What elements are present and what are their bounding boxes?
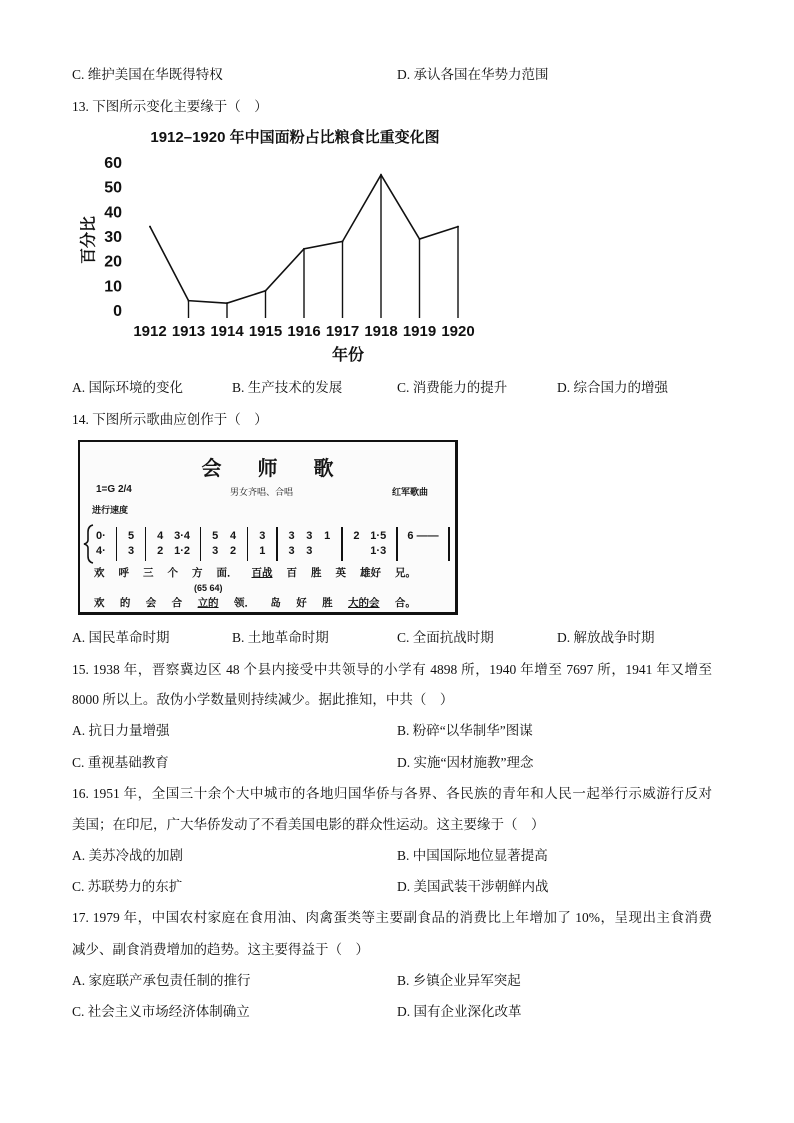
score-notation [96,524,450,564]
q14-option-b: B. 土地革命时期 [232,630,329,645]
note-column [352,529,360,559]
chart-svg [70,122,490,372]
note-top: 5 [212,530,219,542]
note-top: 3·4 [174,530,190,542]
lyric-syllable: 欢 [94,597,105,609]
lyric-syllable: 雄好 [360,567,381,579]
brace-icon [83,524,95,564]
data-point [380,174,382,176]
lyric-syllable: 大的会 [348,597,380,609]
q17-stem-line-2: 减少、副食消费增加的趋势。这主要得益于（ ） [72,942,369,957]
score-title: 会师歌 [201,458,370,480]
flour-ratio-chart [70,122,490,372]
x-tick-label: 1920 [441,323,475,340]
lyric-syllable: 合。 [394,597,416,609]
note-column [229,529,237,559]
lyrics-line-2 [94,596,416,610]
note-bottom [355,544,358,559]
note-column [174,529,190,559]
note-top: 4 [230,530,237,542]
lyric-syllable: 英 [335,567,346,579]
x-tick-label: 1915 [248,323,283,340]
q14-option-d: D. 解放战争时期 [557,630,655,645]
note-top: 1 [324,530,331,542]
y-tick-label: 10 [104,278,122,296]
q12-option-c: C. 维护美国在华既得特权 [72,67,223,82]
q15-stem-line-1: 15. 1938 年，晋察冀边区 48 个县内接受中共领导的小学有 4898 所，1940 年增至 7697 所，1941 年又增至 [72,662,712,677]
lyric-syllable: 领． [233,597,255,609]
data-point [149,226,151,228]
lyric-syllable: 岛 [270,597,281,609]
lyric-syllable: 三 [143,567,154,579]
bar-line [116,527,118,561]
score-ornament: (65 64) [194,583,223,593]
q16-stem-line-2: 美国；在印尼，广大华侨发动了不看美国电影的群众性运动。这主要缘于（ ） [72,817,545,832]
x-tick-label: 1913 [171,323,206,340]
q16-stem-line-1: 16. 1951 年，全国三十余个大中城市的各地归国华侨与各界、各民族的青年和人民一起举行示威游行反对 [72,786,712,801]
x-tick-label: 1917 [325,323,360,340]
note-bottom: 1·3 [370,545,387,557]
song-score-image [78,440,458,615]
y-tick-label: 0 [113,303,122,320]
q14-stem: 14. 下图所示歌曲应创作于（ ） [72,412,268,427]
x-tick-label: 1918 [364,323,398,340]
note-bottom: 3 [288,545,295,557]
y-tick-label: 60 [104,155,122,172]
note-top: 3 [259,530,266,542]
bar-line [276,527,278,561]
chart-title: 1912–1920 年中国面粉占比粮食比重变化图 [150,129,440,146]
note-column [258,529,266,559]
y-axis-label: 百分比 [80,215,98,265]
q17-option-c: C. 社会主义市场经济体制确立 [72,1004,250,1019]
bar-line [448,527,450,561]
bar-line [247,527,249,561]
note-bottom: 1·2 [174,545,190,557]
lyric-syllable: 面． [216,567,238,579]
x-tick-label: 1912 [133,323,167,340]
lyric-syllable: 好 [296,597,307,609]
lyric-syllable: 百战 [251,567,273,579]
score-tempo: 进行速度 [92,505,129,515]
q15-option-b: B. 粉碎“以华制华”图谋 [397,723,533,738]
note-top: 5 [127,530,135,542]
y-tick-label: 40 [104,204,122,222]
score-source: 红军歌曲 [392,487,429,497]
lyric-syllable: 个 [167,567,178,579]
y-tick-label: 20 [104,253,122,271]
note-bottom [326,544,329,559]
score-key-signature: 1=G 2/4 [96,484,132,495]
q16-option-c: C. 苏联势力的东扩 [72,879,183,894]
q13-option-d: D. 综合国力的增强 [557,380,668,395]
q13-stem: 13. 下图所示变化主要缘于（ ） [72,99,268,114]
q16-option-a: A. 美苏冷战的加剧 [72,848,183,863]
data-point [303,248,305,250]
note-top: 4 [157,530,164,542]
q15-option-c: C. 重视基础教育 [72,755,169,770]
bar-line [200,527,202,561]
note-bottom: 3 [306,545,313,557]
note-bottom: 3 [127,545,135,557]
q14-option-a: A. 国民革命时期 [72,630,170,645]
note-bottom [421,544,424,559]
q13-option-b: B. 生产技术的发展 [232,380,343,395]
lyric-syllable: 的 [119,597,131,609]
q16-option-d: D. 美国武装干涉朝鲜内战 [397,879,549,894]
lyrics-line-1 [94,566,416,580]
data-point [342,240,344,242]
note-bottom: 3 [212,545,219,557]
lyric-syllable: 会 [145,597,157,609]
note-bottom: 4· [96,545,106,557]
note-top: 3 [288,530,295,542]
note-bottom: 1 [259,545,266,557]
lyric-syllable: 胜 [322,597,333,609]
note-column [211,529,219,559]
q15-stem-line-2: 8000 所以上。敌伪小学数量则持续减少。据此推知，中共（ ） [72,692,454,707]
q17-stem-line-1: 17. 1979 年，中国农村家庭在食用油、肉禽蛋类等主要副食品的消费比上年增加了 10%，呈现出主食消费 [72,910,712,925]
note-column [96,529,106,559]
lyric-syllable: 立的 [197,597,219,609]
q15-option-a: A. 抗日力量增强 [72,723,170,738]
q17-option-b: B. 乡镇企业异军突起 [397,973,521,988]
data-point [188,300,190,302]
y-tick-label: 50 [104,179,122,197]
lyric-syllable: 合 [171,597,183,609]
data-point [265,290,267,292]
lyric-syllable: 百 [286,567,297,579]
data-point [419,238,421,240]
x-axis-label: 年份 [331,347,365,364]
note-column [156,529,164,559]
note-column [370,529,386,559]
lyric-syllable: 兄。 [395,567,416,579]
q13-option-c: C. 消费能力的提升 [397,380,508,395]
note-column [323,529,331,559]
x-tick-label: 1919 [402,323,437,340]
x-tick-label: 1916 [287,323,321,340]
note-top: 6 —— [407,530,439,542]
bar-line [341,527,343,561]
note-column [288,529,296,559]
lyric-syllable: 方 [192,567,203,579]
q17-option-a: A. 家庭联产承包责任制的推行 [72,973,251,988]
q12-option-d: D. 承认各国在华势力范围 [397,67,549,82]
q13-option-a: A. 国际环境的变化 [72,380,183,395]
score-performance: 男女齐唱、合唱 [230,487,294,497]
y-tick-label: 30 [104,229,122,246]
note-top: 1·5 [370,530,387,542]
note-bottom: 2 [157,545,164,557]
note-top: 2 [353,530,360,542]
data-point [457,226,459,228]
note-bottom: 2 [230,545,237,557]
bar-line [145,527,147,561]
q15-option-d: D. 实施“因材施教”理念 [397,755,534,770]
lyric-syllable: 欢 [94,567,105,579]
lyric-syllable: 呼 [118,567,129,579]
lyric-syllable: 胜 [311,567,322,579]
note-column [127,529,135,559]
x-tick-label: 1914 [210,323,244,340]
data-point [226,302,228,304]
q14-option-c: C. 全面抗战时期 [397,630,494,645]
q16-option-b: B. 中国国际地位显著提高 [397,848,548,863]
note-top: 0· [96,530,106,542]
note-top: 3 [306,530,313,542]
q17-option-d: D. 国有企业深化改革 [397,1004,522,1019]
note-column [407,529,438,559]
note-column [305,529,313,559]
bar-line [396,527,398,561]
